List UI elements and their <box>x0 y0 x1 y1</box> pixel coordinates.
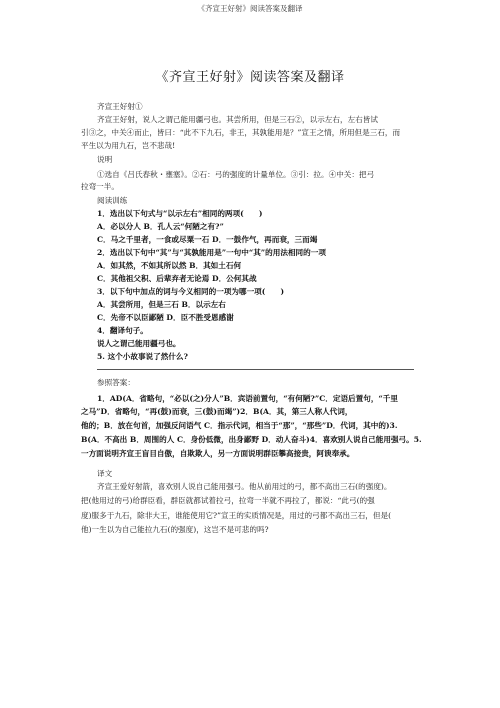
text-line: 齐宣王好射，说人之谓己能用疆弓也。其尝所用，但是三石②，以示左右，左右皆试 <box>97 115 378 124</box>
question-text: 说人之谓己能用疆弓也。 <box>97 339 181 348</box>
translation-line: 把(他用过的弓)给群臣看，群臣就都试着拉弓，拉弯一半就不再拉了，都说：“此弓(的强 <box>81 496 375 505</box>
section-heading-exercises: 阅读训练 <box>97 196 128 205</box>
question-option: A．如其然，不如其所以然 B．其如土石何 <box>97 261 242 270</box>
section-heading-translation: 译文 <box>97 469 113 478</box>
question-5: 5. 这个小故事说了然什么? <box>97 352 188 361</box>
question-2: 2．选出以下句中“其”与“其孰能用是”一句中“其”的用法相同的一项 <box>97 248 326 257</box>
note-line: 拉弯一半。 <box>81 182 119 191</box>
answer-line: 之马”D．省略句，“再(鼓)而衰，三(鼓)而竭”)2．B(A．其，第三人称人代词， <box>81 407 353 416</box>
question-4: 4．翻译句子。 <box>97 326 148 335</box>
question-option: A．其尝所用，但是三石 B．以示左右 <box>97 300 226 309</box>
page-header: 《齐宣王好射》阅读答案及翻译 <box>197 4 303 13</box>
note-line: ①选自《吕氏春秋・壅塞》。②石：弓的强度的计量单位。③引：拉。④中关：把弓 <box>97 170 375 179</box>
answer-line: 他的；B．放在句首，加强反问语气 C．指示代词，相当于“那”，“那些”D．代词，其中的)3. <box>81 421 398 430</box>
text-line: 引③之，中关④而止，皆曰：“此不下九石，非王，其孰能用是？”宣王之情，所用但是三石，而 <box>81 128 401 137</box>
answer-line: 一方面说明齐宣王盲目自傲，自欺欺人，另一方面说明群臣攀高接贵，阿谀奉承。 <box>81 449 355 458</box>
section-heading-notes: 说明 <box>97 155 113 164</box>
answer-line: B(A．不高出 B．周围的人 C．身份低微，出身鄙野 D．动人奋斗)4．喜欢别人说自己能用强弓。5. <box>81 435 422 444</box>
poem-title: 齐宣王好射① <box>97 102 143 111</box>
question-option: C．其他祖父积、后辈弃者无论焉 D．公何其战 <box>97 274 257 283</box>
text-line: 平生以为用九石，岂不悲哉! <box>81 141 176 150</box>
translation-line: 度)服多于九石，除非大王，谁能使用它?”宣王的实质情况是，用过的弓都不高出三石，但是( <box>81 511 392 520</box>
question-option: C．先帝不以臣鄙陋 D．臣不胜受恩感谢 <box>97 313 234 322</box>
section-heading-answers: 参照答案： <box>97 378 135 387</box>
divider <box>97 369 414 370</box>
answer-line: 1．AD(A．省略句，“必以(之)分人”B．宾语前置句，“有何陋?”C．定语后置句，“千里 <box>97 394 398 403</box>
question-3: 3．以下句中加点的词与今义相同的一项为哪一项( ) <box>97 287 285 296</box>
question-option: A．必以分人 B．孔人云“何陋之有?” <box>97 222 224 231</box>
question-option: C．马之千里者，一食或尽粟一石 D．一鼓作气，再而衰，三而竭 <box>97 235 318 244</box>
translation-line: 齐宣王爱好射箭，喜欢别人说自己能用强弓。他从前用过的弓，都不高出三石(的强度)。 <box>97 482 392 491</box>
document-title: 《齐宣王好射》阅读答案及翻译 <box>155 70 345 85</box>
question-1: 1．选出以下句式与“以示左右”相同的两项( ) <box>97 209 263 218</box>
translation-line: 他)一生以为自己能拉九石(的强度)，这岂不是可悲的吗? <box>81 525 269 534</box>
